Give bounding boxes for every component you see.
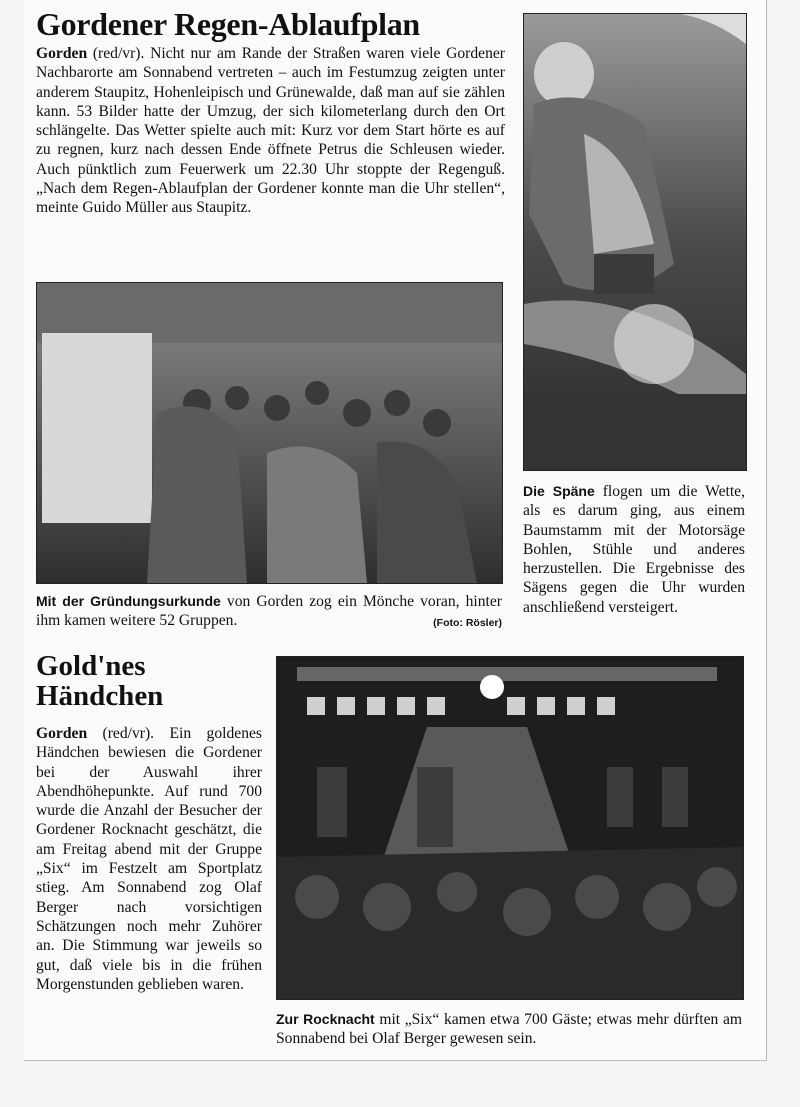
chainsaw-caption-lead: Die Späne [523,483,595,499]
rocknight-caption-lead: Zur Rocknacht [276,1011,375,1027]
parade-caption-text: von Gorden zog ein Mönche voran, hinter ihm kamen weitere 52 Gruppen. [36,593,502,630]
chainsaw-caption [523,482,745,617]
rocknight-caption [276,1010,742,1049]
article2-text: (red/vr). Ein goldenes Händchen bewiesen die Gordener bei der Auswahl ihrer Abendhöhepunkte. Auf rund 700 wurde die Anzahl der Besucher der Gordener Rocknacht geschätzt, die am Freitag abend mit der Gruppe „Six“ im Festzelt am Sportplatz stieg. Am Sonnabend zog Olaf Berger nach vorsichtigen Schätzungen noch mehr Zuhörer an. Die Stimmung war jeweils so gut, daß viele bis in die frühen Morgenstunden geblieben waren. [36,725,262,993]
article2-headline-line2: Händchen [36,680,164,713]
chainsaw-caption-text: flogen um die Wette, als es darum ging, aus einem Baumstamm mit der Motorsäge Bohlen, Stühle und anderes herzustellen. Die Ergebnisse des Sägens gegen die Uhr wurden anschließend versteigert. [523,483,745,616]
article2-headline-line1: Gold'nes [36,650,146,682]
article2-dateline: Gorden [36,725,88,742]
article1-body [36,44,505,218]
rocknight-photo [276,656,744,1000]
rocknight-caption-text: mit „Six“ kamen etwa 700 Gäste; etwas mehr dürften am Sonnabend bei Olaf Berger gewesen sein. [276,1011,742,1048]
article1-text: (red/vr). Nicht nur am Rande der Straßen waren viele Gordener Nachbarorte am Sonnabend vertreten – auch im Festumzug zeigten unter anderem Staupitz, Hohenleipisch und Grünewalde, daß man auf sie zählen kann. 53 Bilder hatte der Umzug, der sich kilometerlang durch den Ort schlängelte. Das Wetter spielte auch mit: Kurz vor dem Start hörte es auf zu regnen, kurz nach dessen Ende öffnete Petrus die Schleusen wieder. Auch pünktlich zum Feuerwerk um 22.30 Uhr stoppte der Regenguß. „Nach dem Regen-Ablaufplan der Gordener konnte man die Uhr stellen“, meinte Guido Müller aus Staupitz. [36,45,505,217]
article2-body [36,724,262,994]
photo-credit: (Foto: Rösler) [433,617,502,630]
parade-photo [36,282,503,584]
article1-dateline: Gorden [36,45,88,62]
chainsaw-photo [523,13,747,471]
parade-caption-lead: Mit der Gründungsurkunde [36,593,221,609]
article1-headline: Gordener Regen-Ablaufplan [36,6,420,42]
article2-headline [36,651,163,712]
parade-caption [36,592,502,634]
